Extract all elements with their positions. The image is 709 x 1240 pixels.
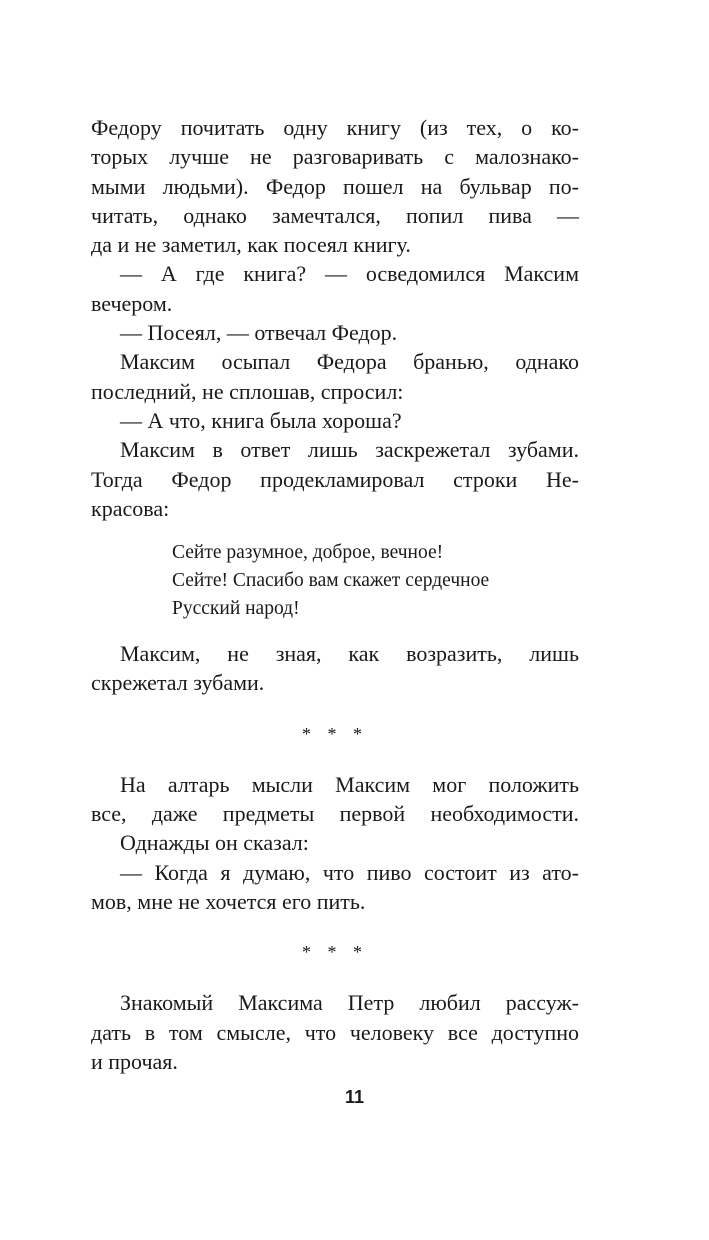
text-line: Максим в ответ лишь заскрежетал зубами. xyxy=(120,437,579,463)
text-line: торых лучше не разговаривать с малознако- xyxy=(91,144,579,170)
text-line: — А что, книга была хороша? xyxy=(120,407,402,433)
text-line: Максим, не зная, как возразить, лишь xyxy=(120,641,579,667)
text-line: — Когда я думаю, что пиво состоит из ато- xyxy=(120,859,579,885)
page-number: 11 xyxy=(344,1087,365,1107)
text-line: Максим осыпал Федора бранью, однако xyxy=(120,349,579,375)
text-line: мов, мне не хочется его пить. xyxy=(91,888,366,914)
text-line: скрежетал зубами. xyxy=(91,670,265,696)
poem-line: Русский народ! xyxy=(172,598,300,620)
text-line: все, даже предметы первой необходимости. xyxy=(91,801,579,827)
text-line: мыми людьми). Федор пошел на бульвар по- xyxy=(91,173,579,199)
text-line: На алтарь мысли Максим мог положить xyxy=(120,771,579,797)
text-line: Однажды он сказал: xyxy=(120,830,309,856)
text-line: — А где книга? — осведомился Максим xyxy=(120,261,579,287)
page-body xyxy=(91,113,579,1076)
text-line: и прочая. xyxy=(91,1048,178,1074)
text-line: вечером. xyxy=(91,290,173,316)
text-line: читать, однако замечтался, попил пива — xyxy=(91,202,579,228)
poem-line: Сейте разумное, доброе, вечное! xyxy=(172,542,444,564)
text-line: Знакомый Максима Петр любил рассуж- xyxy=(120,990,579,1016)
text-line: — Посеял, — отвечал Федор. xyxy=(120,320,398,346)
poem-quote xyxy=(91,539,579,623)
text-line: последний, не сплошав, спросил: xyxy=(91,378,404,404)
text-line: красова: xyxy=(91,495,170,521)
text-line: Федору почитать одну книгу (из тех, о ко- xyxy=(91,115,579,140)
poem-line: Сейте! Спасибо вам скажет сердечное xyxy=(172,570,490,592)
section-separator: * * * xyxy=(302,942,368,963)
section-separator: * * * xyxy=(302,723,368,744)
text-line: да и не заметил, как посеял книгу. xyxy=(91,232,411,258)
text-line: Тогда Федор продекламировал строки Не- xyxy=(91,466,579,492)
text-line: дать в том смысле, что человеку все доступно xyxy=(91,1019,579,1045)
